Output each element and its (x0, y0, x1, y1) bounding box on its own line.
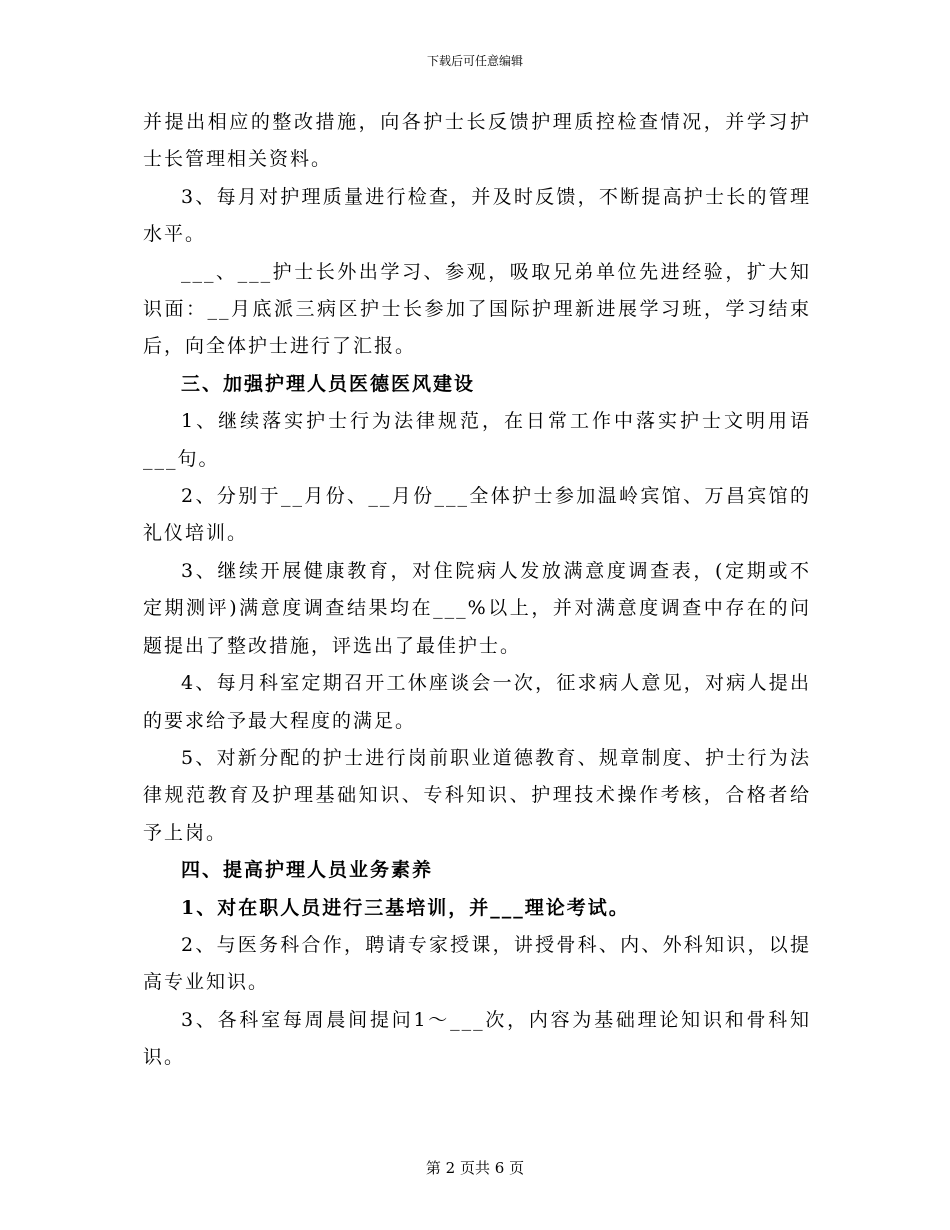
document-body (143, 104, 811, 1077)
paragraph-item-1-training: 1、对在职人员进行三基培训，并___理论考试。 (181, 896, 630, 919)
section-heading-3: 三、加强护理人员医德医风建设 (181, 372, 476, 395)
page-header: 下载后可任意编辑 (426, 54, 523, 68)
section-heading-4: 四、提高护理人员业务素养 (181, 859, 434, 882)
page-footer: 第 2 页共 6 页 (425, 1159, 525, 1177)
paragraph-item-2-lectures: 2、与医务科合作，聘请专家授课，讲授骨科、内、外科知识，以提高专业知识。 (143, 933, 811, 994)
paragraph-item-4-meeting: 4、每月科室定期召开工休座谈会一次，征求病人意见，对病人提出的要求给予最大程度的满足。 (143, 672, 811, 732)
paragraph-item-3-health-education: 3、继续开展健康教育，对住院病人发放满意度调查表，(定期或不定期测评)满意度调查结果均在___%以上，并对满意度调查中存在的问题提出了整改措施，评选出了最佳护士。 (143, 559, 811, 657)
paragraph-item-2-etiquette: 2、分别于__月份、__月份___全体护士参加温岭宾馆、万昌宾馆的礼仪培训。 (143, 485, 811, 545)
paragraph-item-5-new-nurses: 5、对新分配的护士进行岗前职业道德教育、规章制度、护士行为法律规范教育及护理基础知识、专科知识、护理技术操作考核，合格者给予上岗。 (143, 746, 811, 844)
paragraph-item-3-quality-check: 3、每月对护理质量进行检查，并及时反馈，不断提高护士长的管理水平。 (143, 185, 811, 246)
paragraph-item-3-morning-questions: 3、各科室每周晨间提问1～___次，内容为基础理论知识和骨科知识。 (143, 1008, 811, 1069)
paragraph-external-study: ___、___护士长外出学习、参观，吸取兄弟单位先进经验，扩大知识面：__月底派三病区护士长参加了国际护理新进展学习班，学习结束后，向全体护士进行了汇报。 (143, 260, 811, 358)
paragraph-continuation: 并提出相应的整改措施，向各护士长反馈护理质控检查情况，并学习护士长管理相关资料。 (143, 111, 811, 171)
paragraph-item-1-conduct: 1、继续落实护士行为法律规范，在日常工作中落实护士文明用语___句。 (143, 410, 811, 470)
